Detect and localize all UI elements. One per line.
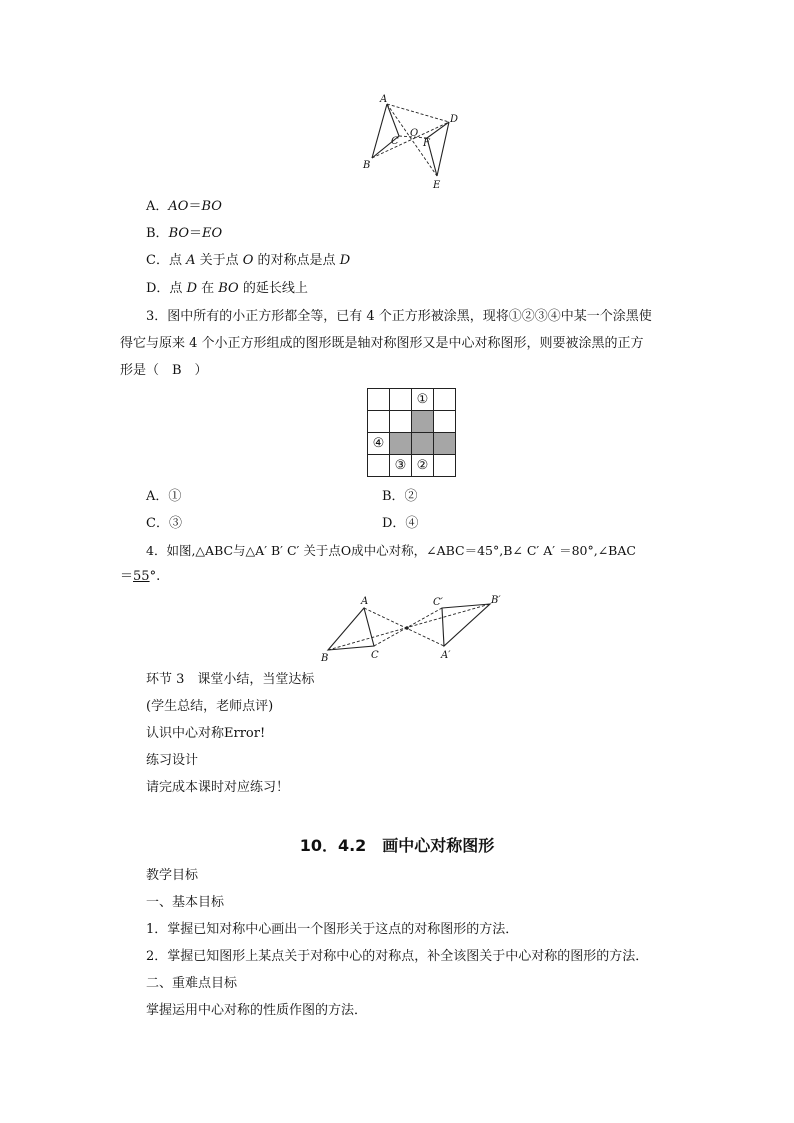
fig3-label-b-prime: B′	[491, 595, 501, 606]
lesson-heading: 10．4.2 画中心对称图形	[299, 836, 495, 855]
practice-title: 练习设计	[146, 753, 199, 768]
grid-cell	[390, 389, 412, 411]
figure-3-triangles	[316, 592, 512, 662]
fig1-label-d: D	[450, 114, 459, 125]
q3-line-1: 3．图中所有的小正方形都全等，已有 4 个正方形被涂黑，现将①②③④中某一个涂黑使	[146, 309, 652, 324]
option-text: 的延长线上	[238, 281, 308, 296]
grid-cell-shaded	[434, 433, 456, 455]
basic-goals-title: 一、基本目标	[146, 895, 225, 910]
fig3-label-a-prime: A′	[441, 650, 451, 661]
option-text: 在	[197, 281, 219, 296]
section-3-title: 环节 3 课堂小结，当堂达标	[146, 672, 315, 687]
grid-cell-3: ③	[390, 455, 412, 477]
grid-cell	[434, 411, 456, 433]
q2-option-c	[146, 251, 350, 271]
equals-sign: ＝	[120, 569, 134, 584]
fig1-label-c: C	[391, 136, 399, 147]
segment-bo: BO	[201, 199, 222, 214]
grid-cell-1: ①	[412, 389, 434, 411]
grid-cell-shaded	[390, 433, 412, 455]
q3-square-grid	[367, 388, 456, 477]
key-goal-1: 掌握运用中心对称的性质作图的方法．	[146, 1003, 368, 1018]
equals-sign: ＝	[189, 226, 203, 241]
grid-cell	[390, 411, 412, 433]
option-text: 关于点	[195, 253, 243, 268]
grid-cell-shaded	[412, 411, 434, 433]
point-o: O	[242, 253, 254, 268]
option-letter: C．点	[146, 253, 187, 268]
grid-cell	[434, 389, 456, 411]
grid-cell	[368, 411, 390, 433]
fig3-label-c-prime: C′	[433, 597, 443, 608]
q3-option-a: A．①	[146, 489, 182, 504]
fig1-label-f: F	[423, 138, 430, 149]
option-letter: A．	[146, 199, 169, 214]
q2-option-d	[146, 279, 308, 299]
grid-cell-shaded	[412, 433, 434, 455]
grid-cell	[434, 455, 456, 477]
segment-bo: BO	[168, 226, 190, 241]
q4-line-1: 4．如图,△ABC与△A′ B′ C′ 关于点O成中心对称，∠ABC＝45°,B∠ C′ A′ ＝80°,∠BAC	[146, 543, 636, 558]
option-letter: B．	[146, 226, 169, 241]
option-letter: D．点	[146, 281, 187, 296]
key-goals-title: 二、重难点目标	[146, 976, 238, 991]
fig1-label-a: A	[380, 94, 388, 105]
point-d: D	[186, 281, 197, 296]
fig1-label-e: E	[433, 180, 441, 190]
point-a: A	[186, 253, 196, 268]
section-3-note: (学生总结，老师点评)	[146, 699, 274, 714]
equals-sign: ＝	[188, 199, 202, 214]
practice-text: 请完成本课时对应练习！	[146, 780, 290, 795]
q3-option-b: B．②	[382, 489, 418, 504]
q2-option-a	[146, 197, 222, 217]
figure-1-bowtie	[355, 92, 465, 190]
fig3-label-c: C	[371, 650, 379, 661]
option-text: 的对称点是点	[253, 253, 340, 268]
basic-goal-1: 1．掌握已知对称中心画出一个图形关于这点的对称图形的方法．	[146, 922, 519, 937]
grid-cell-2: ②	[412, 455, 434, 477]
section-3-summary: 认识中心对称Error!	[146, 726, 266, 741]
grid-cell	[368, 389, 390, 411]
q4-answer: 55	[133, 569, 150, 584]
fig1-label-o: O	[410, 128, 419, 139]
q3-line-2: 得它与原来 4 个小正方形组成的图形既是轴对称图形又是中心对称图形，则要被涂黑的正方	[120, 336, 644, 351]
grid-cell	[368, 455, 390, 477]
grid-cell-4: ④	[368, 433, 390, 455]
goals-title: 教学目标	[146, 868, 199, 883]
degree-suffix: °.	[149, 569, 161, 584]
q3-option-c: C．③	[146, 516, 182, 531]
fig3-label-b: B	[321, 653, 329, 662]
q2-option-b	[146, 224, 222, 244]
q4-line-2	[120, 567, 160, 587]
q3-option-d: D．④	[382, 516, 419, 531]
fig1-label-b: B	[363, 160, 371, 171]
segment-eo: EO	[202, 226, 223, 241]
q3-line-3: 形是（ B ）	[120, 363, 208, 378]
fig3-label-a: A	[361, 596, 369, 607]
basic-goal-2: 2．掌握已知图形上某点关于对称中心的对称点，补全该图关于中心对称的图形的方法．	[146, 949, 649, 964]
point-d: D	[339, 253, 351, 268]
center-point-o	[405, 626, 409, 630]
segment-bo: BO	[218, 281, 239, 296]
segment-ao: AO	[168, 199, 189, 214]
